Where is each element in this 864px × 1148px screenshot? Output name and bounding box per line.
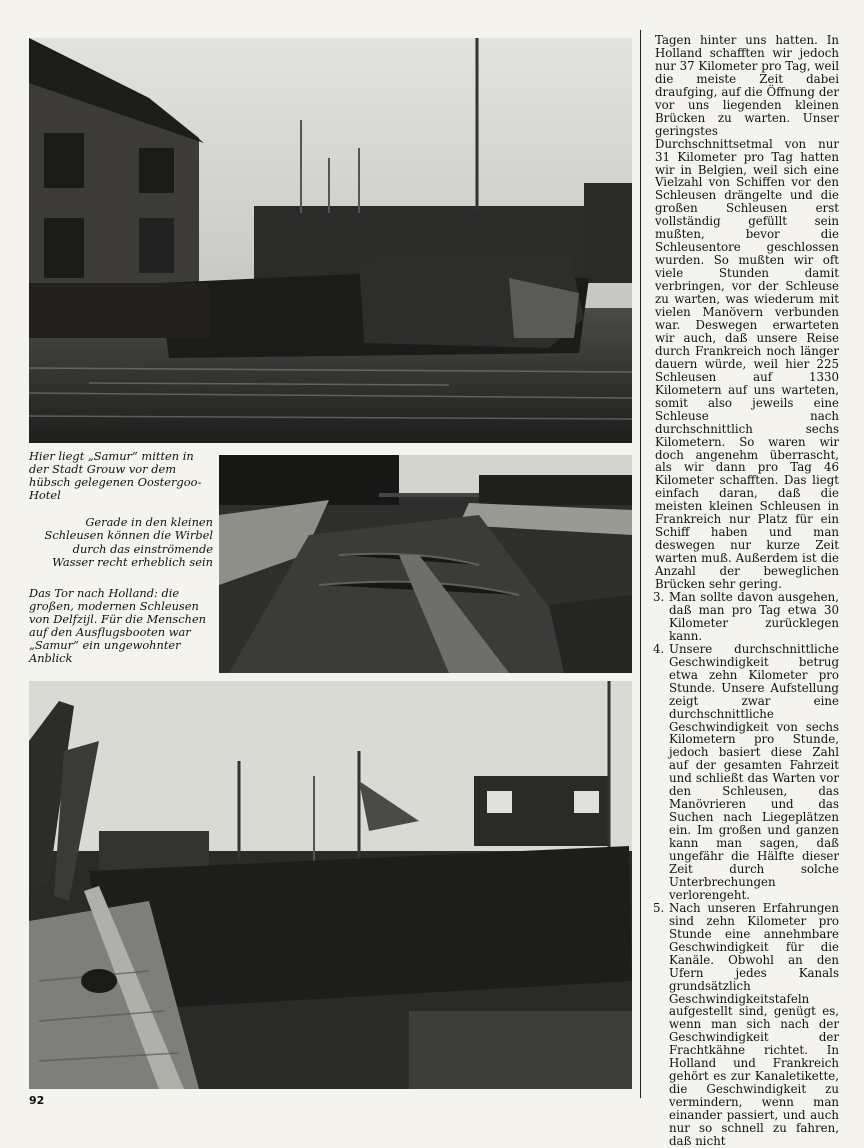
photo-small-lock [219,455,632,673]
article-list [655,591,839,1148]
photo-captions [29,450,213,665]
list-item-number: 5. [653,900,665,915]
list-item-text: Nach unseren Erfahrungen sind zehn Kilometer pro Stunde eine annehmbare Geschwindigkeit für die Kanäle. Obwohl an den Ufern jedes Kanals grundsätzlich Geschwindigkeitstafeln aufgestellt sind, genügt es, wenn man sich nach der Geschwindigkeit der Frachtkähne richtet. In Holland und Frankreich gehört es zur Kanaletikette, die Geschwindigkeit zu vermindern, wenn man einander passiert, und auch nur so schnell zu fahren, daß nicht [669,900,839,1148]
list-item [655,591,839,643]
list-item-text: Unsere durchschnittliche Geschwindigkeit betrug etwa zehn Kilometer pro Stunde. Unsere Aufstellung zeigt zwar eine durchschnittliche Geschwindigkeit von sechs Kilometern pro Stunde, jedoch basiert diese Zahl auf der gesamten Fahrzeit und schließt das Warten vor den Schleusen, das Manövrieren und das Suchen nach Liegeplätzen ein. Im großen und ganzen kann man sagen, daß ungefähr die Hälfte dieser Zeit durch solche Unterbrechungen verlorengeht. [669,641,839,902]
caption-grouw: Hier liegt „Samur“ mitten in der Stadt Grouw vor dem hübsch gelegenen Oostergoo-Hotel [29,449,202,503]
photo-delfzijl-lock [29,681,632,1089]
article-column [655,34,839,1148]
list-item [655,643,839,902]
column-divider [640,30,641,1098]
photo-grouw-hotel [29,38,632,443]
list-item [655,902,839,1148]
list-item-text: Man sollte davon ausgehen, daß man pro Tag etwa 30 Kilometer zurücklegen kann. [669,589,839,643]
caption-small-lock: Gerade in den kleinen Schleusen können die Wirbel durch das einströmende Wasser recht erheblich sein [44,515,213,569]
article-intro: Tagen hinter uns hatten. In Holland schafften wir jedoch nur 37 Kilometer pro Tag, weil die meiste Zeit dabei draufging, auf die Öffnung der vor uns liegenden kleinen Brücken zu warten. Unser geringstes Durchschnittsetmal von nur 31 Kilometer pro Tag hatten wir in Belgien, weil sich eine Vielzahl von Schiffen vor den Schleusen drängelte und die großen Schleusen erst vollständig gefüllt sein mußten, bevor die Schleusentore geschlossen wurden. So mußten wir oft viele Stunden damit verbringen, vor der Schleuse zu warten, was wiederum mit vielen Manövern verbunden war. Deswegen erwarteten wir auch, daß unsere Reise durch Frankreich noch länger dauern würde, weil hier 225 Schleusen auf 1330 Kilometern auf uns warteten, somit also jeweils eine Schleuse nach durchschnittlich sechs Kilometern. So waren wir doch angenehm überrascht, als wir dann pro Tag 46 Kilometer schafften. Das liegt einfach daran, daß die meisten kleinen Schleusen in Frankreich nur Platz für ein Schiff haben und man deswegen nur kurze Zeit warten muß. Außerdem ist die Anzahl der beweglichen Brücken sehr gering. [655,33,839,592]
page-number: 92 [29,1094,45,1107]
list-item-number: 3. [653,589,665,604]
list-item-number: 4. [653,641,665,656]
caption-delfzijl: Das Tor nach Holland: die großen, modernen Schleusen von Delfzijl. Für die Menschen auf den Ausflugsbooten war „Samur“ ein ungewohnter Anblick [29,585,207,666]
